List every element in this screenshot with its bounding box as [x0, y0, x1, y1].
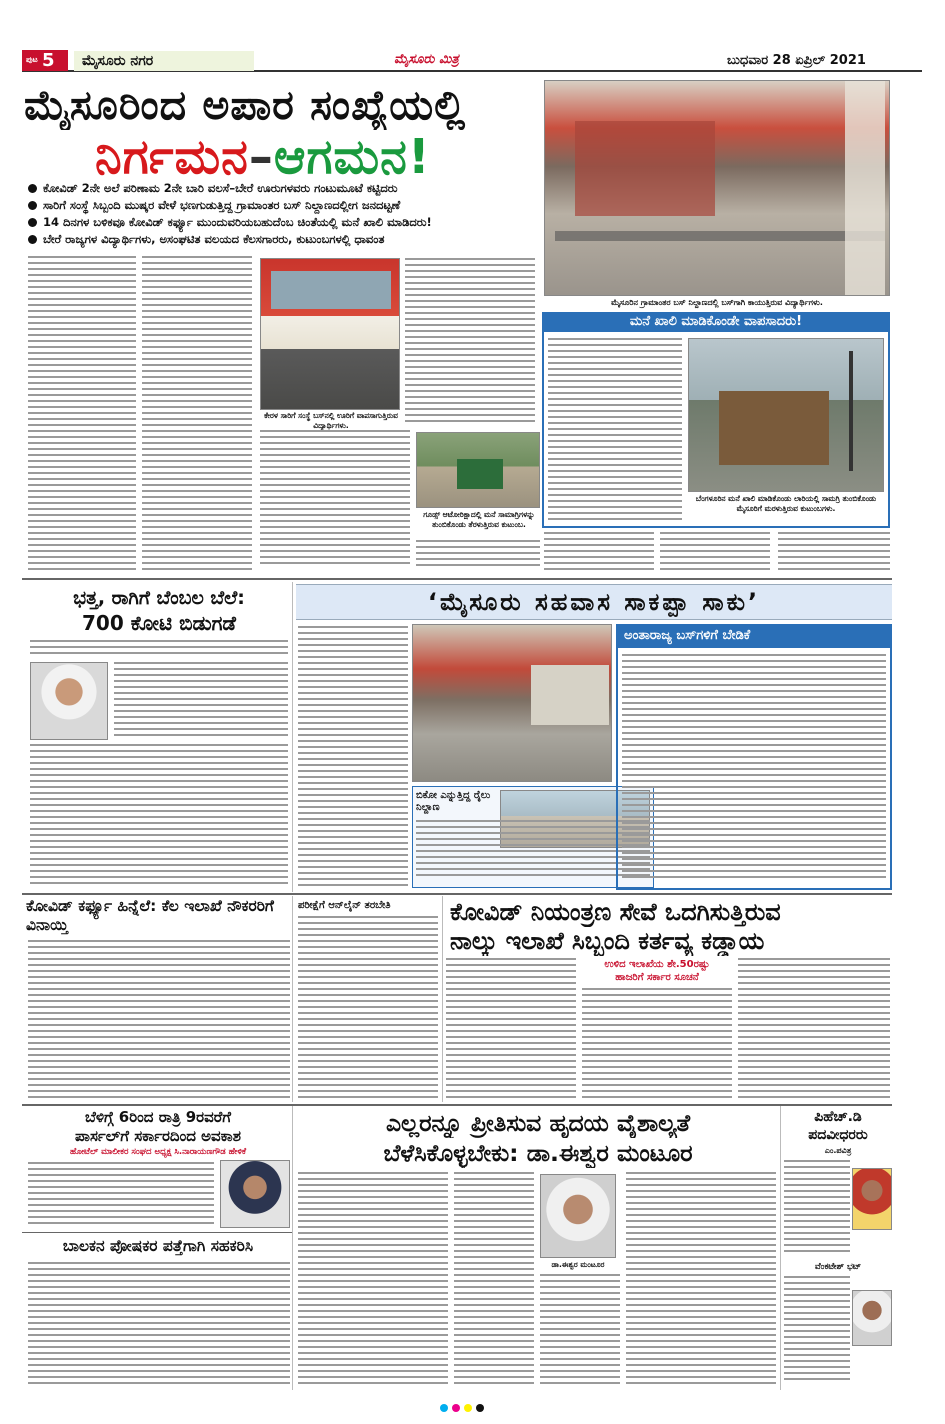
relocation-box-title: ಮನೆ ಖಾಲಿ ಮಾಡಿಕೊಂಡೇ ವಾಪಸಾದರು!: [542, 312, 890, 332]
sahavasa-headline: ‘ಮೈಸೂರು ಸಹವಾಸ ಸಾಕಪ್ಪಾ ಸಾಕು’: [427, 588, 761, 616]
column-divider: [292, 896, 293, 1102]
lead-body-text: [778, 532, 890, 576]
masthead: [22, 50, 922, 72]
duty-body-text: [738, 958, 890, 1102]
duty-headline-2: ನಾಲ್ಕು ಇಲಾಖೆ ಸಿಬ್ಬಂದಿ ಕರ್ತವ್ಯ ಕಡ್ಡಾಯ: [450, 927, 765, 955]
mantur-portrait: [540, 1174, 616, 1258]
phd-body-text: [784, 1276, 850, 1388]
minister-portrait: [30, 662, 108, 740]
curfew-body-text: [28, 940, 290, 1102]
column-divider: [442, 896, 443, 1102]
lorry-photo: [688, 338, 884, 492]
parcel-subhead: ಹೋಟೆಲ್ ಮಾಲೀಕರ ಸಂಘದ ಅಧ್ಯಕ್ಷ ಸಿ.ನಾರಾಯಣಗೌಡ ಹೇಳಿಕೆ: [69, 1147, 247, 1157]
lead-headline-line-2: [95, 128, 535, 186]
bench-shape: [555, 231, 885, 241]
balaka-headline: ಬಾಲಕನ ಪೋಷಕರ ಪತ್ತೆಗಾಗಿ ಸಹಕರಿಸಿ: [62, 1237, 254, 1255]
bus-stand-photo: [544, 80, 890, 296]
lead-bullet: 14 ದಿನಗಳ ಬಳಿಕವೂ ಕೋವಿಡ್ ಕರ್ಫ್ಯೂ ಮುಂದುವರಿಯಬಹುದೆಂಬ ಚಿಂತೆಯಲ್ಲಿ ಮನೆ ಖಾಲಿ ಮಾಡಿದರು!: [28, 214, 538, 231]
lorry-shape: [719, 391, 829, 465]
bhatta-body-text: [30, 744, 288, 892]
relocation-box-text: [548, 338, 682, 524]
color-registration-marks: [440, 1404, 500, 1412]
parcel-headline-1: ಬೆಳಿಗ್ಗೆ 6ರಿಂದ ರಾತ್ರಿ 9ರವರೆಗೆ: [84, 1108, 231, 1126]
lead-body-text: [660, 532, 770, 576]
column-divider: [780, 1106, 781, 1390]
lead-body-text: [416, 540, 540, 574]
parcel-body-text: [28, 1162, 214, 1228]
lead-bullet: ಬೇರೆ ರಾಜ್ಯಗಳ ವಿದ್ಯಾರ್ಥಿಗಳು, ಅಸಂಘಟಿತ ವಲಯದ ಕೆಲಸಗಾರರು, ಕುಟುಂಬಗಳಲ್ಲಿ ಧಾವಂತ: [28, 231, 538, 248]
duty-body-text: [582, 988, 732, 1102]
page-number-badge: [22, 50, 68, 71]
duty-headline-1: ಕೋವಿಡ್ ನಿಯಂತ್ರಣ ಸೇವೆ ಒದಗಿಸುತ್ತಿರುವ: [450, 898, 781, 926]
railway-inset-text: [416, 820, 650, 886]
caption-lorry: ಬೆಂಗಳೂರಿನ ಮನೆ ಖಾಲಿ ಮಾಡಿಕೊಂಡು ಲಾರಿಯಲ್ಲಿ ಸಾಮಗ್ರಿ ತುಂಬಿಕೊಂಡು ಮೈಸೂರಿಗೆ ಮರಳುತ್ತಿರುವ ಕುಟುಂಬಗಳು.: [695, 494, 877, 513]
lead-body-text: [544, 532, 654, 576]
agamana-word: ಆಗಮನ!: [273, 129, 431, 185]
narayanagowda-portrait: [220, 1160, 290, 1228]
phd-author-2: ವೆಂಕಟೇಶ್ ಭಟ್: [814, 1262, 862, 1272]
lead-body-text: [405, 258, 535, 428]
section-divider: [22, 578, 892, 580]
curfew-headline: ಕೋವಿಡ್ ಕರ್ಫ್ಯೂ ಹಿನ್ನೆಲೆ: ಕೆಲ ಇಲಾಖೆ ನೌಕರರಿಗೆ ವಿನಾಯ್ತಿ: [26, 897, 274, 934]
bhatta-headline-2: 700 ಕೋಟಿ ಬಿಡುಗಡೆ: [82, 611, 236, 635]
kiosk-shape: [575, 121, 715, 216]
kerala-bus-photo: [260, 258, 400, 410]
phd-body-text: [784, 1160, 850, 1258]
railway-inset-title: ಬಿಕೋ ಎನ್ನುತ್ತಿದ್ದ ರೈಲು ನಿಲ್ದಾಣ: [416, 790, 491, 813]
bus-window-shape: [271, 271, 391, 309]
mantur-headline-1: ಎಲ್ಲರನ್ನೂ ಪ್ರೀತಿಸುವ ಹೃದಯ ವೈಶಾಲ್ಯತೆ: [385, 1109, 691, 1137]
exam-body-text: [298, 916, 438, 1102]
column-divider: [292, 1106, 293, 1390]
mantur-body-text: [626, 1172, 776, 1388]
mantur-body-text: [298, 1172, 448, 1388]
phd-headline-1: ಪಿಹೆಚ್.ಡಿ: [814, 1109, 862, 1125]
section-divider: [22, 1104, 892, 1106]
caption-bus-stand: ಮೈಸೂರಿನ ಗ್ರಾಮಾಂತರ ಬಸ್ ನಿಲ್ದಾಣದಲ್ಲಿ ಬಸ್‌ಗಾಗಿ ಕಾಯುತ್ತಿರುವ ವಿದ್ಯಾರ್ಥಿಗಳು.: [611, 298, 823, 307]
column-divider: [292, 582, 293, 892]
exam-headline: ಪರೀಕ್ಷೆಗೆ ಆನ್‌ಲೈನ್ ತರಬೇತಿ: [298, 900, 391, 911]
mantur-body-text: [540, 1274, 620, 1388]
duty-body-text: [446, 958, 576, 1102]
mantur-body-text: [454, 1172, 534, 1388]
headline-dash: –: [248, 129, 274, 185]
page-number: 5: [42, 50, 55, 71]
balaka-body-text: [28, 1262, 290, 1388]
interstate-body-text: [622, 654, 886, 886]
pillar-shape: [845, 81, 885, 296]
section-divider: [22, 893, 892, 895]
street-lamp-shape: [849, 351, 853, 471]
goods-auto-photo: [416, 432, 540, 508]
auto-shape: [457, 459, 503, 489]
duty-subhead-1: ಉಳಿದ ಇಲಾಖೆಯ ಶೇ.50ರಷ್ಟು: [604, 959, 710, 970]
section-divider: [22, 1232, 292, 1233]
duty-subhead-2: ಹಾಜರಿಗೆ ಸರ್ಕಾರ ಸೂಚನೆ: [615, 972, 699, 983]
mantur-portrait-caption: ಡಾ.ಈಶ್ವರ ಮಂಟೂರ: [551, 1260, 605, 1269]
lead-headline-line-1: ಮೈಸೂರಿಂದ ಅಪಾರ ಸಂಖ್ಯೆಯಲ್ಲಿ: [24, 81, 467, 129]
pavitra-portrait: [852, 1168, 892, 1230]
interstate-box-title: ಅಂತಾರಾಜ್ಯ ಬಸ್‌ಗಳಿಗೆ ಬೇಡಿಕೆ: [616, 624, 892, 648]
lead-body-text: [260, 430, 410, 570]
lead-body-text: [142, 256, 252, 574]
page-label: ಪುಟ: [26, 55, 38, 64]
bus-terminal-photo: [412, 624, 612, 782]
sahavasa-body-text: [298, 626, 408, 890]
lead-body-text: [28, 256, 136, 574]
nirgamana-word: ನಿರ್ಗಮನ: [95, 129, 249, 185]
lead-bullet-list: [28, 180, 538, 252]
bhatta-body-text: [30, 640, 288, 662]
page-date: ಬುಧವಾರ 28 ಏಪ್ರಿಲ್ 2021: [727, 53, 866, 68]
paper-name: ಮೈಸೂರು ಮಿತ್ರ: [394, 52, 459, 67]
lead-bullet: ಕೋವಿಡ್ 2ನೇ ಅಲೆ ಪರಿಣಾಮ 2ನೇ ಬಾರಿ ವಲಸೆ–ಬೇರೆ ಊರುಗಳವರು ಗಂಟುಮೂಟೆ ಕಟ್ಟಿದರು: [28, 180, 538, 197]
bhatta-headline-1: ಭತ್ತ, ರಾಗಿಗೆ ಬೆಂಬಲ ಬೆಲೆ:: [73, 587, 245, 609]
phd-headline-2: ಪದವೀಧರರು: [808, 1127, 868, 1143]
mantur-headline-2: ಬೆಳೆಸಿಕೊಳ್ಳಬೇಕು: ಡಾ.ಈಶ್ವರ ಮಂಟೂರ: [383, 1139, 693, 1167]
lead-bullet: ಸಾರಿಗೆ ಸಂಸ್ಥೆ ಸಿಬ್ಬಂದಿ ಮುಷ್ಕರ ವೇಳೆ ಭಣಗುಡುತ್ತಿದ್ದ ಗ್ರಾಮಾಂತರ ಬಸ್ ನಿಲ್ದಾಣದಲ್ಲೀಗ ಜನದಟ್ಟಣೆ: [28, 197, 538, 214]
caption-goods-auto: ಗೂಡ್ಸ್ ಆಟೋರಿಕ್ಷಾದಲ್ಲಿ ಮನೆ ಸಾಮಾಗ್ರಿಗಳನ್ನು ತುಂಬಿಕೊಂಡು ತೆರಳುತ್ತಿರುವ ಕುಟುಂಬ.: [423, 510, 535, 529]
phd-author-1: ಎಂ.ಪವಿತ್ರ: [824, 1146, 852, 1155]
caption-kerala-bus: ಕೇರಳ ಸಾರಿಗೆ ಸಂಸ್ಥೆ ಬಸ್‌ನಲ್ಲಿ ಊರಿಗೆ ವಾಪಸಾಗುತ್ತಿರುವ ವಿದ್ಯಾರ್ಥಿಗಳು.: [264, 411, 398, 430]
bhatta-body-text: [114, 662, 288, 742]
section-name: ಮೈಸೂರು ನಗರ: [74, 51, 254, 71]
bus-shape: [531, 665, 609, 725]
parcel-headline-2: ಪಾರ್ಸಲ್‌ಗೆ ಸರ್ಕಾರದಿಂದ ಅವಕಾಶ: [75, 1127, 241, 1145]
venkatesh-portrait: [852, 1290, 892, 1346]
